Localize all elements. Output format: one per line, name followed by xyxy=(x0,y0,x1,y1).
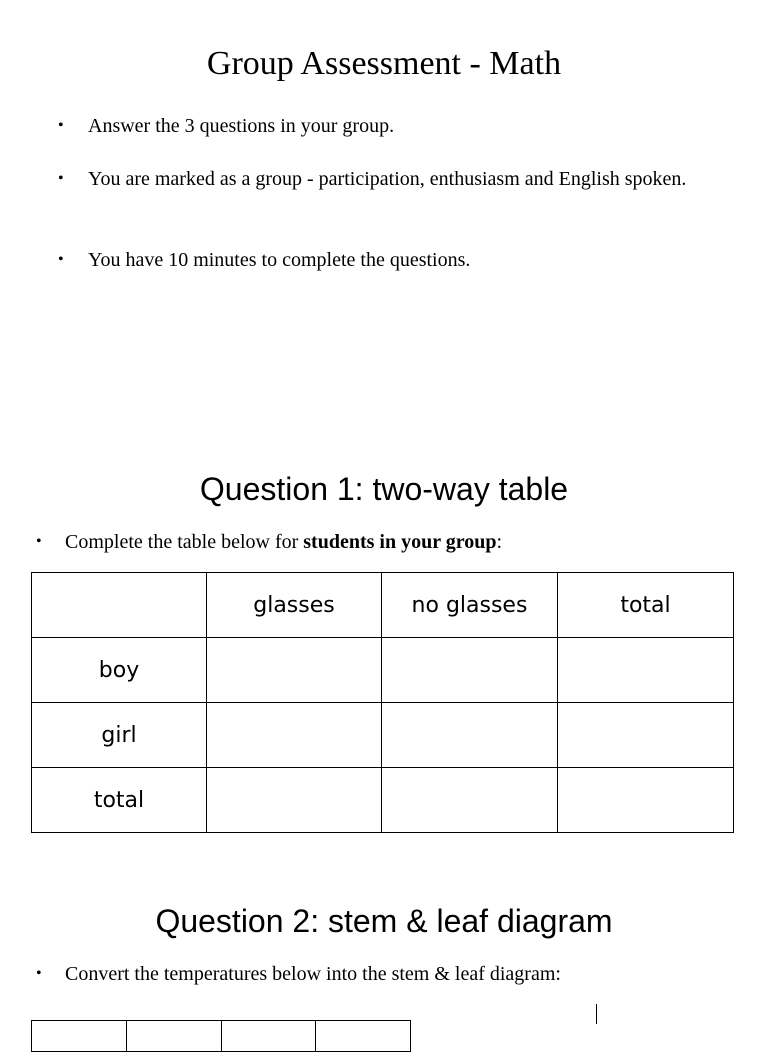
row-label: boy xyxy=(32,638,207,703)
row-label: girl xyxy=(32,703,207,768)
bullet-icon: • xyxy=(58,117,64,134)
bullet-icon: • xyxy=(36,533,42,550)
table-cell[interactable] xyxy=(558,703,734,768)
table-row xyxy=(32,638,734,703)
instruction-text: Convert the temperatures below into the stem & leaf diagram: xyxy=(65,963,561,985)
table-cell xyxy=(221,1021,316,1052)
table-row xyxy=(32,703,734,768)
table-row xyxy=(32,768,734,833)
table-cell[interactable] xyxy=(382,703,558,768)
stem-leaf-divider xyxy=(596,1004,597,1024)
row-label: total xyxy=(32,768,207,833)
question1-title: Question 1: two-way table xyxy=(199,471,569,507)
table-cell[interactable] xyxy=(558,768,734,833)
table-cell[interactable] xyxy=(207,638,382,703)
table-cell xyxy=(316,1021,411,1052)
table-cell[interactable] xyxy=(207,768,382,833)
instruction-text: You are marked as a group - participation, enthusiasm and English spoken. xyxy=(88,168,687,190)
table-cell[interactable] xyxy=(207,703,382,768)
table-cell[interactable] xyxy=(382,768,558,833)
table-cell xyxy=(32,1021,127,1052)
table-cell[interactable] xyxy=(382,638,558,703)
header-cell xyxy=(32,573,207,638)
instruction-bold: students in your group xyxy=(303,531,497,553)
header-cell: total xyxy=(558,573,734,638)
bullet-icon: • xyxy=(36,965,42,982)
two-way-table xyxy=(31,572,734,833)
instruction-prefix: Complete the table below for xyxy=(65,531,304,553)
question2-title: Question 2: stem & leaf diagram xyxy=(155,903,613,939)
instruction-text: You have 10 minutes to complete the questions. xyxy=(88,249,471,271)
page-title: Group Assessment - Math xyxy=(206,45,562,82)
table-header-row xyxy=(32,573,734,638)
instruction-text: Answer the 3 questions in your group. xyxy=(88,115,395,137)
header-cell: no glasses xyxy=(382,573,558,638)
table-row xyxy=(32,1021,411,1052)
table-cell[interactable] xyxy=(558,638,734,703)
temperature-table xyxy=(31,1020,411,1052)
bullet-icon: • xyxy=(58,251,64,268)
table-cell xyxy=(126,1021,221,1052)
header-cell: glasses xyxy=(207,573,382,638)
instruction-suffix: : xyxy=(496,531,503,553)
bullet-icon: • xyxy=(58,170,64,187)
